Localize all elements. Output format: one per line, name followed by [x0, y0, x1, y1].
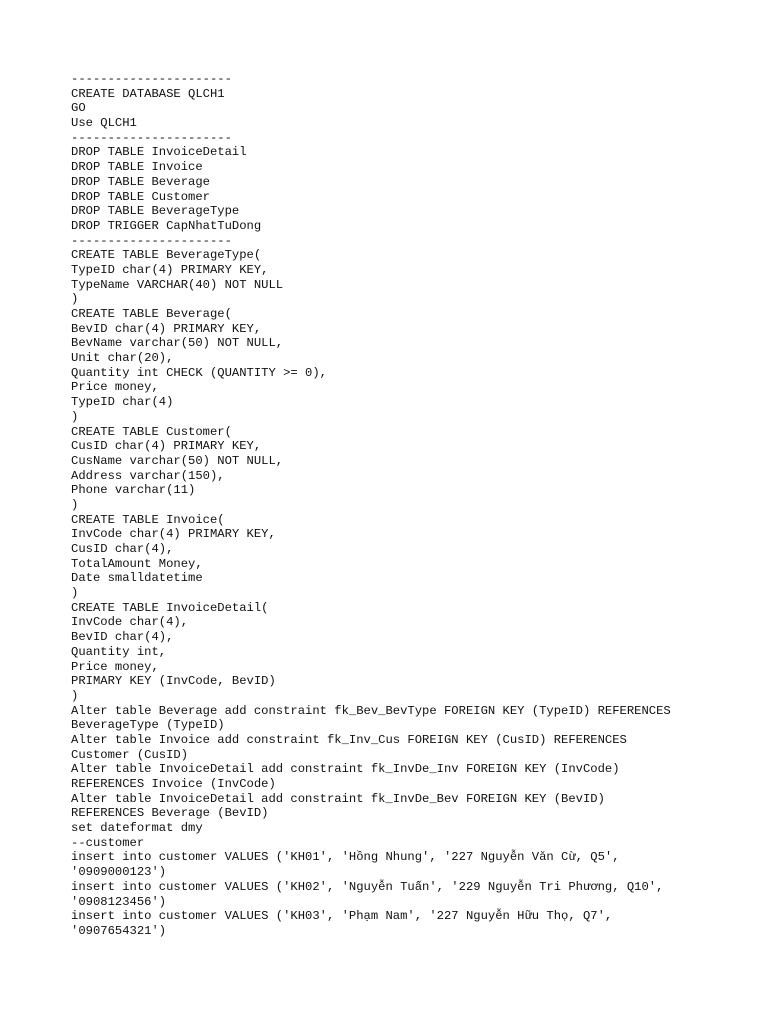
code-line: insert into customer VALUES ('KH01', 'Hồng Nhung', '227 Nguyễn Văn Cừ, Q5', — [71, 850, 620, 865]
code-line: CREATE TABLE Invoice( — [71, 512, 225, 527]
code-line: Alter table Invoice add constraint fk_Inv_Cus FOREIGN KEY (CusID) REFERENCES — [71, 732, 627, 747]
code-line: Alter table Beverage add constraint fk_Bev_BevType FOREIGN KEY (TypeID) REFERENCES — [71, 703, 671, 718]
code-line: CREATE DATABASE QLCH1 — [71, 86, 225, 101]
code-line: Customer (CusID) — [71, 747, 189, 762]
code-line: Alter table InvoiceDetail add constraint fk_InvDe_Bev FOREIGN KEY (BevID) — [71, 791, 605, 806]
code-line: CREATE TABLE BeverageType( — [71, 248, 262, 263]
code-line: CREATE TABLE Beverage( — [71, 307, 232, 321]
code-line: Address varchar(150), — [71, 468, 225, 483]
code-line: set dateformat dmy — [71, 821, 203, 836]
code-line: REFERENCES Invoice (InvCode) — [71, 777, 276, 791]
code-line: Phone varchar(11) — [71, 483, 196, 498]
code-line: ) — [71, 409, 79, 424]
code-line: DROP TABLE Beverage — [71, 174, 210, 189]
code-line: BeverageType (TypeID) — [71, 718, 225, 733]
code-line: '0909000123') — [71, 865, 167, 880]
code-line: GO — [71, 101, 86, 116]
code-line: ) — [71, 292, 79, 307]
code-line: CusID char(4), — [71, 542, 174, 556]
code-line: DROP TABLE Customer — [71, 189, 210, 204]
code-line: '0908123456') — [71, 894, 167, 909]
code-line: CREATE TABLE InvoiceDetail( — [71, 600, 269, 615]
code-line: Alter table InvoiceDetail add constraint fk_InvDe_Inv FOREIGN KEY (InvCode) — [71, 762, 620, 777]
code-line: --customer — [71, 835, 145, 850]
code-line: Unit char(20), — [71, 351, 174, 366]
code-line: InvCode char(4) PRIMARY KEY, — [71, 527, 276, 542]
code-line: TypeName VARCHAR(40) NOT NULL — [71, 277, 284, 292]
code-line: BevID char(4) PRIMARY KEY, — [71, 321, 262, 336]
code-line: InvCode char(4), — [71, 615, 189, 630]
code-line: CREATE TABLE Customer( — [71, 424, 232, 439]
code-line: ---------------------- — [71, 72, 232, 86]
code-line: Quantity int CHECK (QUANTITY >= 0), — [71, 365, 327, 380]
code-line: TotalAmount Money, — [71, 556, 203, 571]
code-line: Price money, — [71, 659, 159, 674]
code-line: TypeID char(4) PRIMARY KEY, — [71, 262, 269, 277]
code-line: ---------------------- — [71, 233, 232, 248]
code-line: REFERENCES Beverage (BevID) — [71, 806, 269, 821]
code-line: DROP TRIGGER CapNhatTuDong — [71, 218, 262, 233]
code-line: BevName varchar(50) NOT NULL, — [71, 336, 284, 351]
code-line: Use QLCH1 — [71, 116, 137, 131]
code-line: DROP TABLE BeverageType — [71, 204, 240, 219]
document-page — [71, 72, 731, 939]
code-line: Price money, — [71, 380, 159, 395]
code-line: ) — [71, 688, 79, 703]
code-line: insert into customer VALUES ('KH02', 'Nguyễn Tuấn', '229 Nguyễn Tri Phương, Q10', — [71, 879, 664, 894]
code-line: BevID char(4), — [71, 630, 174, 645]
code-line: CusName varchar(50) NOT NULL, — [71, 453, 284, 468]
code-line: Date smalldatetime — [71, 571, 203, 586]
code-line: Quantity int, — [71, 644, 167, 659]
code-line: CusID char(4) PRIMARY KEY, — [71, 439, 262, 454]
code-line: TypeID char(4) — [71, 395, 174, 410]
code-line: '0907654321') — [71, 923, 167, 938]
code-line: PRIMARY KEY (InvCode, BevID) — [71, 674, 276, 689]
code-line: ) — [71, 497, 79, 512]
code-line: ) — [71, 586, 79, 601]
code-line: DROP TABLE InvoiceDetail — [71, 145, 247, 160]
code-line: DROP TABLE Invoice — [71, 160, 203, 175]
code-line: ---------------------- — [71, 130, 232, 145]
code-line: insert into customer VALUES ('KH03', 'Phạm Nam', '227 Nguyễn Hữu Thọ, Q7', — [71, 909, 613, 924]
